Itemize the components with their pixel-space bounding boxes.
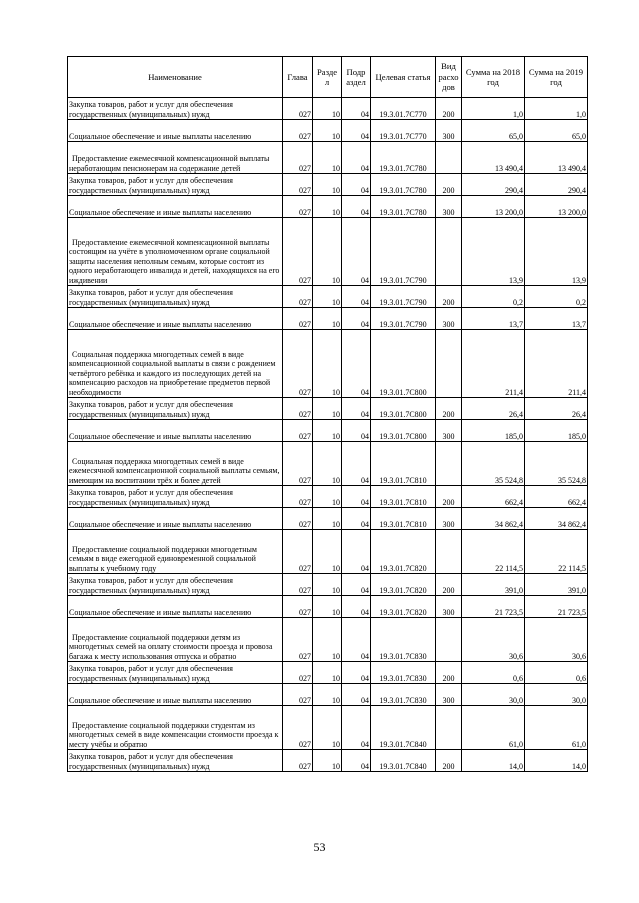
row-sum-2019-cell: 21 723,5 [525,596,588,618]
row-expense-type-cell: 200 [436,398,462,420]
row-sum-2018-cell: 26,4 [462,398,525,420]
row-sum-2018-cell: 662,4 [462,486,525,508]
row-section-cell: 10 [313,442,342,486]
row-chapter-cell: 027 [283,530,313,574]
row-sum-2018-cell: 13,7 [462,308,525,330]
row-sum-2019-cell: 13,9 [525,218,588,286]
header-chapter: Глава [283,57,313,98]
row-expense-type-cell: 300 [436,596,462,618]
row-target-cell: 19.3.01.7С800 [371,330,436,398]
row-sum-2019-cell: 26,4 [525,398,588,420]
row-sum-2019-cell: 185,0 [525,420,588,442]
row-section-cell: 10 [313,330,342,398]
row-section-cell: 10 [313,486,342,508]
table-row [68,174,588,196]
table-row [68,142,588,174]
row-section-cell: 10 [313,618,342,662]
row-section-cell: 10 [313,574,342,596]
header-name: Наименование [68,57,283,98]
table-row [68,398,588,420]
row-chapter-cell: 027 [283,618,313,662]
row-target-cell: 19.3.01.7С790 [371,308,436,330]
header-sum-2018: Сумма на 2018 год [462,57,525,98]
row-name-cell: Предоставление социальной поддержки студентам из многодетных семей в виде компенсации стоимости проезда к месту учёбы и обратно [68,706,283,750]
row-name-cell: Предоставление ежемесячной компенсационной выплаты неработающим пенсионерам на содержание детей [68,142,283,174]
row-sum-2019-cell: 0,6 [525,662,588,684]
row-subsection-cell: 04 [342,618,371,662]
row-target-cell: 19.3.01.7С820 [371,596,436,618]
row-chapter-cell: 027 [283,574,313,596]
row-sum-2019-cell: 65,0 [525,120,588,142]
row-target-cell: 19.3.01.7С780 [371,196,436,218]
row-sum-2018-cell: 290,4 [462,174,525,196]
row-chapter-cell: 027 [283,442,313,486]
table-row [68,684,588,706]
table-row [68,98,588,120]
row-sum-2018-cell: 391,0 [462,574,525,596]
row-expense-type-cell: 300 [436,508,462,530]
table-row [68,420,588,442]
row-name-cell: Социальное обеспечение и иные выплаты населению [68,596,283,618]
row-expense-type-cell: 300 [436,308,462,330]
table-header-row [68,57,588,98]
row-subsection-cell: 04 [342,684,371,706]
row-section-cell: 10 [313,530,342,574]
row-subsection-cell: 04 [342,706,371,750]
row-sum-2019-cell: 391,0 [525,574,588,596]
row-subsection-cell: 04 [342,508,371,530]
row-section-cell: 10 [313,196,342,218]
row-name-cell: Закупка товаров, работ и услуг для обеспечения государственных (муниципальных) нужд [68,662,283,684]
row-chapter-cell: 027 [283,420,313,442]
row-section-cell: 10 [313,218,342,286]
row-sum-2018-cell: 14,0 [462,750,525,772]
row-sum-2018-cell: 13 490,4 [462,142,525,174]
row-sum-2018-cell: 1,0 [462,98,525,120]
row-expense-type-cell: 200 [436,98,462,120]
table-row [68,530,588,574]
row-name-cell: Социальное обеспечение и иные выплаты населению [68,308,283,330]
table-row [68,308,588,330]
row-chapter-cell: 027 [283,308,313,330]
row-expense-type-cell [436,442,462,486]
row-sum-2019-cell: 13 490,4 [525,142,588,174]
row-section-cell: 10 [313,120,342,142]
row-section-cell: 10 [313,596,342,618]
row-subsection-cell: 04 [342,174,371,196]
row-target-cell: 19.3.01.7С840 [371,750,436,772]
row-sum-2019-cell: 290,4 [525,174,588,196]
table-row [68,662,588,684]
row-expense-type-cell [436,618,462,662]
row-subsection-cell: 04 [342,530,371,574]
row-chapter-cell: 027 [283,706,313,750]
row-sum-2018-cell: 211,4 [462,330,525,398]
row-sum-2018-cell: 35 524,8 [462,442,525,486]
row-sum-2018-cell: 185,0 [462,420,525,442]
row-section-cell: 10 [313,398,342,420]
row-chapter-cell: 027 [283,174,313,196]
row-sum-2018-cell: 13 200,0 [462,196,525,218]
row-sum-2019-cell: 30,0 [525,684,588,706]
row-section-cell: 10 [313,98,342,120]
row-expense-type-cell [436,142,462,174]
table-row [68,618,588,662]
table-row [68,442,588,486]
row-chapter-cell: 027 [283,750,313,772]
row-sum-2018-cell: 30,6 [462,618,525,662]
row-name-cell: Социальное обеспечение и иные выплаты населению [68,420,283,442]
row-section-cell: 10 [313,174,342,196]
row-chapter-cell: 027 [283,662,313,684]
table-row [68,486,588,508]
row-sum-2018-cell: 21 723,5 [462,596,525,618]
row-expense-type-cell: 300 [436,196,462,218]
row-expense-type-cell: 300 [436,420,462,442]
row-section-cell: 10 [313,750,342,772]
row-chapter-cell: 027 [283,196,313,218]
row-section-cell: 10 [313,706,342,750]
row-subsection-cell: 04 [342,286,371,308]
row-name-cell: Закупка товаров, работ и услуг для обеспечения государственных (муниципальных) нужд [68,98,283,120]
row-sum-2018-cell: 22 114,5 [462,530,525,574]
row-expense-type-cell: 200 [436,574,462,596]
row-chapter-cell: 027 [283,486,313,508]
table-row [68,286,588,308]
row-expense-type-cell: 200 [436,174,462,196]
row-target-cell: 19.3.01.7С790 [371,286,436,308]
row-sum-2019-cell: 13 200,0 [525,196,588,218]
row-section-cell: 10 [313,508,342,530]
row-target-cell: 19.3.01.7С820 [371,530,436,574]
row-sum-2018-cell: 34 862,4 [462,508,525,530]
table-row [68,218,588,286]
row-subsection-cell: 04 [342,486,371,508]
row-name-cell: Социальное обеспечение и иные выплаты населению [68,684,283,706]
row-section-cell: 10 [313,684,342,706]
header-sum-2019: Сумма на 2019 год [525,57,588,98]
row-target-cell: 19.3.01.7С770 [371,98,436,120]
row-target-cell: 19.3.01.7С820 [371,574,436,596]
row-name-cell: Закупка товаров, работ и услуг для обеспечения государственных (муниципальных) нужд [68,486,283,508]
row-subsection-cell: 04 [342,442,371,486]
row-expense-type-cell [436,706,462,750]
row-subsection-cell: 04 [342,662,371,684]
row-sum-2019-cell: 30,6 [525,618,588,662]
row-sum-2018-cell: 0,2 [462,286,525,308]
row-target-cell: 19.3.01.7С810 [371,486,436,508]
budget-table [67,56,588,772]
row-expense-type-cell [436,218,462,286]
row-chapter-cell: 027 [283,142,313,174]
row-chapter-cell: 027 [283,330,313,398]
row-chapter-cell: 027 [283,98,313,120]
row-expense-type-cell: 200 [436,750,462,772]
row-sum-2019-cell: 34 862,4 [525,508,588,530]
row-name-cell: Предоставление ежемесячной компенсационной выплаты состоящим на учёте в уполномоченном органе социальной защиты населения неполным семьям, которые состоят из одного неработающего инвалида и детей, находящихся на его иждивении [68,218,283,286]
row-sum-2019-cell: 35 524,8 [525,442,588,486]
row-expense-type-cell: 200 [436,486,462,508]
row-expense-type-cell [436,330,462,398]
row-target-cell: 19.3.01.7С830 [371,684,436,706]
row-chapter-cell: 027 [283,508,313,530]
row-subsection-cell: 04 [342,750,371,772]
row-section-cell: 10 [313,142,342,174]
row-sum-2018-cell: 65,0 [462,120,525,142]
row-target-cell: 19.3.01.7С780 [371,142,436,174]
table-body [68,98,588,772]
row-subsection-cell: 04 [342,120,371,142]
row-section-cell: 10 [313,420,342,442]
row-expense-type-cell: 200 [436,286,462,308]
row-expense-type-cell: 300 [436,684,462,706]
row-name-cell: Социальное обеспечение и иные выплаты населению [68,120,283,142]
row-name-cell: Закупка товаров, работ и услуг для обеспечения государственных (муниципальных) нужд [68,286,283,308]
row-target-cell: 19.3.01.7С810 [371,442,436,486]
row-name-cell: Социальное обеспечение и иные выплаты населению [68,508,283,530]
row-target-cell: 19.3.01.7С840 [371,706,436,750]
row-sum-2018-cell: 30,0 [462,684,525,706]
header-expense-type: Вид расхо дов [436,57,462,98]
row-name-cell: Закупка товаров, работ и услуг для обеспечения государственных (муниципальных) нужд [68,574,283,596]
row-subsection-cell: 04 [342,196,371,218]
row-expense-type-cell: 300 [436,120,462,142]
table-row [68,596,588,618]
row-target-cell: 19.3.01.7С780 [371,174,436,196]
row-subsection-cell: 04 [342,218,371,286]
page-number: 53 [313,840,326,854]
row-section-cell: 10 [313,286,342,308]
row-subsection-cell: 04 [342,420,371,442]
row-sum-2019-cell: 662,4 [525,486,588,508]
row-section-cell: 10 [313,308,342,330]
table-row [68,508,588,530]
row-chapter-cell: 027 [283,120,313,142]
row-name-cell: Закупка товаров, работ и услуг для обеспечения государственных (муниципальных) нужд [68,174,283,196]
row-sum-2018-cell: 0,6 [462,662,525,684]
row-sum-2019-cell: 14,0 [525,750,588,772]
row-section-cell: 10 [313,662,342,684]
row-name-cell: Социальная поддержка многодетных семей в виде компенсационной социальной выплаты в связи с рождением четвёртого ребёнка и каждого из последующих детей на компенсацию расходов на приобретение предметов первой необходимости [68,330,283,398]
row-chapter-cell: 027 [283,684,313,706]
row-target-cell: 19.3.01.7С770 [371,120,436,142]
row-target-cell: 19.3.01.7С800 [371,398,436,420]
row-sum-2018-cell: 61,0 [462,706,525,750]
row-expense-type-cell [436,530,462,574]
header-section: Разде л [313,57,342,98]
row-subsection-cell: 04 [342,142,371,174]
row-sum-2019-cell: 61,0 [525,706,588,750]
table-row [68,120,588,142]
row-sum-2019-cell: 0,2 [525,286,588,308]
row-sum-2019-cell: 13,7 [525,308,588,330]
row-target-cell: 19.3.01.7С800 [371,420,436,442]
row-sum-2019-cell: 211,4 [525,330,588,398]
row-target-cell: 19.3.01.7С810 [371,508,436,530]
row-sum-2018-cell: 13,9 [462,218,525,286]
row-name-cell: Предоставление социальной поддержки многодетным семьям в виде ежегодной единовременной социальной выплаты к учебному году [68,530,283,574]
table-row [68,706,588,750]
row-subsection-cell: 04 [342,398,371,420]
row-chapter-cell: 027 [283,218,313,286]
row-name-cell: Закупка товаров, работ и услуг для обеспечения государственных (муниципальных) нужд [68,750,283,772]
row-subsection-cell: 04 [342,596,371,618]
table-row [68,196,588,218]
row-chapter-cell: 027 [283,286,313,308]
row-target-cell: 19.3.01.7С830 [371,618,436,662]
row-sum-2019-cell: 22 114,5 [525,530,588,574]
row-subsection-cell: 04 [342,330,371,398]
row-name-cell: Социальная поддержка многодетных семей в виде ежемесячной компенсационной социальной выплаты семьям, имеющим на воспитании трёх и более детей [68,442,283,486]
row-target-cell: 19.3.01.7С830 [371,662,436,684]
row-name-cell: Социальное обеспечение и иные выплаты населению [68,196,283,218]
row-subsection-cell: 04 [342,98,371,120]
row-sum-2019-cell: 1,0 [525,98,588,120]
row-chapter-cell: 027 [283,596,313,618]
row-subsection-cell: 04 [342,308,371,330]
table-row [68,330,588,398]
row-subsection-cell: 04 [342,574,371,596]
table-row [68,750,588,772]
row-chapter-cell: 027 [283,398,313,420]
header-subsection: Подр аздел [342,57,371,98]
row-target-cell: 19.3.01.7С790 [371,218,436,286]
row-name-cell: Предоставление социальной поддержки детям из многодетных семей на оплату стоимости проезда и провоза багажа к месту использования отпуска и обратно [68,618,283,662]
row-expense-type-cell: 200 [436,662,462,684]
row-name-cell: Закупка товаров, работ и услуг для обеспечения государственных (муниципальных) нужд [68,398,283,420]
header-target: Целевая статья [371,57,436,98]
table-row [68,574,588,596]
